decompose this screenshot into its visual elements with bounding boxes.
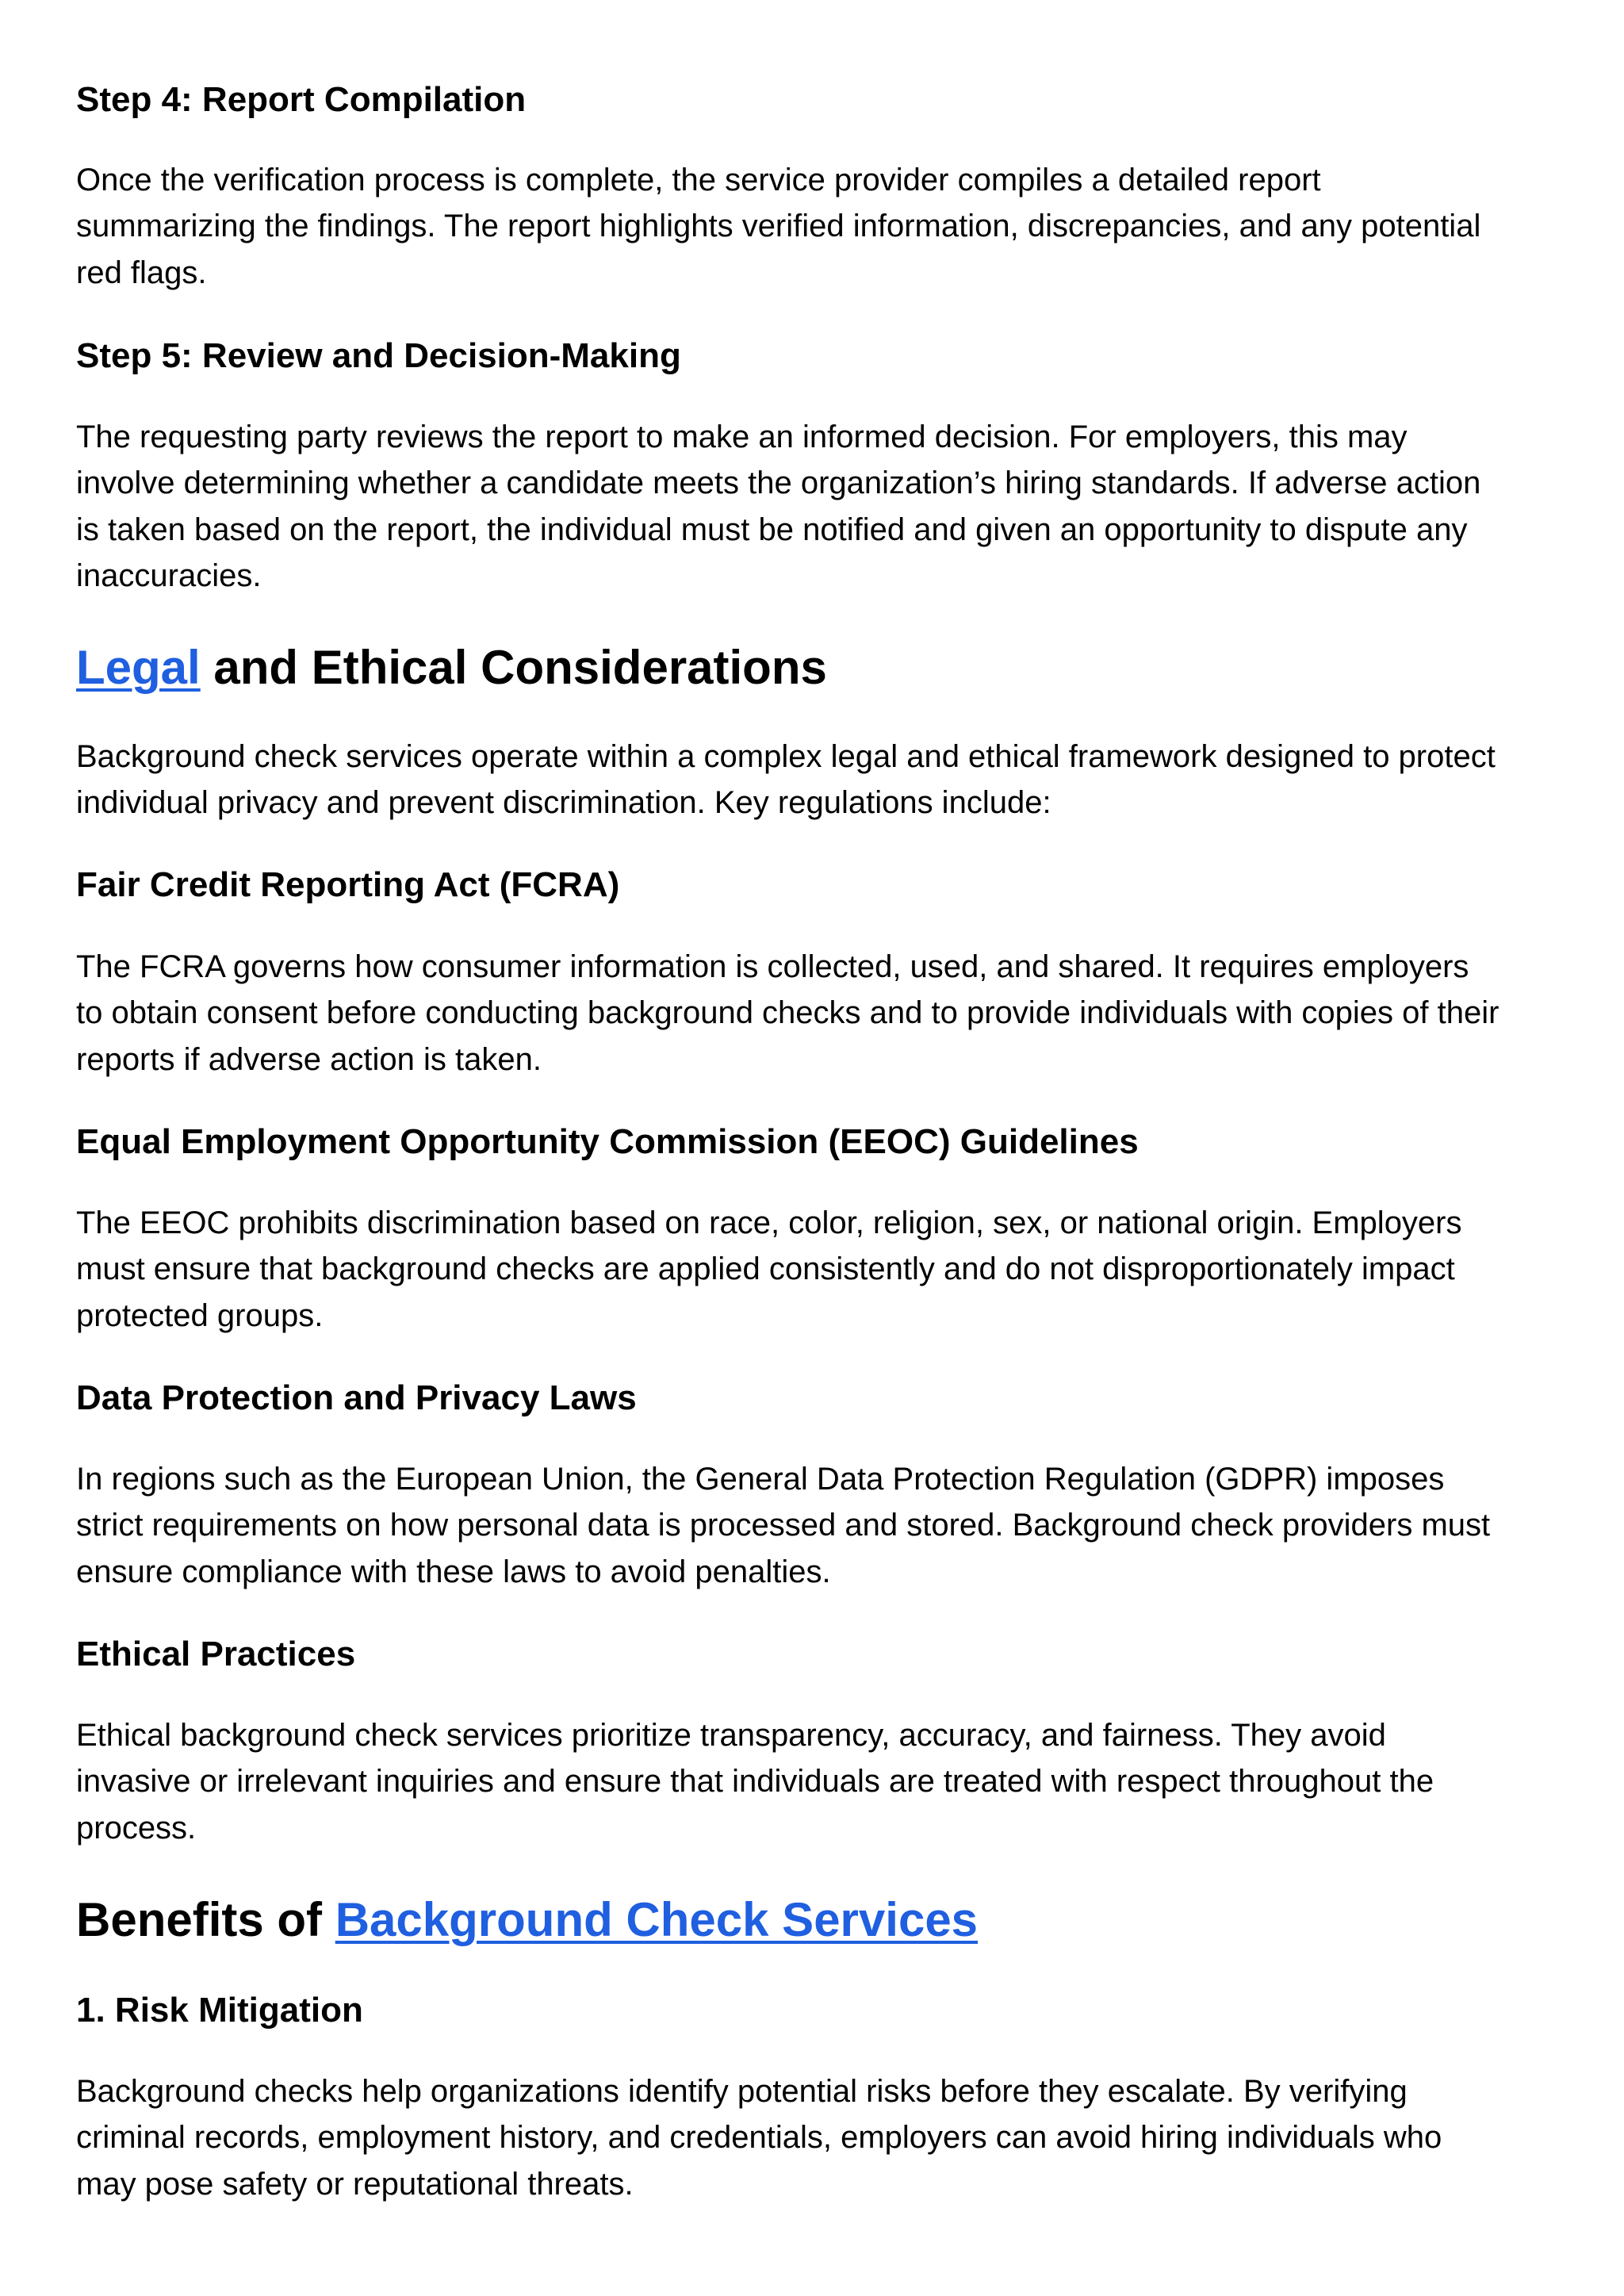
- step5-paragraph: [76, 414, 1567, 599]
- text-line: criminal records, employment history, and credentials, employers can avoid hiring individuals who: [76, 2120, 1442, 2156]
- text-line: inaccuracies.: [76, 558, 262, 593]
- step5-heading: Step 5: Review and Decision-Making: [76, 336, 681, 375]
- risk-heading: 1. Risk Mitigation: [76, 1991, 363, 2030]
- text-line: strict requirements on how personal data is processed and stored. Background check providers must: [76, 1508, 1491, 1543]
- text-line: to obtain consent before conducting background checks and to provide individuals with copies of their: [76, 995, 1500, 1031]
- fcra-paragraph: [76, 944, 1567, 1083]
- text-line: ensure compliance with these laws to avoid penalties.: [76, 1554, 831, 1589]
- benefits-heading-text: Benefits of: [76, 1893, 335, 1946]
- legal-section-heading: [76, 639, 827, 696]
- text-line: summarizing the findings. The report highlights verified information, discrepancies, and any potential: [76, 209, 1481, 244]
- text-line: must ensure that background checks are applied consistently and do not disproportionately impact: [76, 1251, 1455, 1287]
- text-line: involve determining whether a candidate meets the organization’s hiring standards. If adverse action: [76, 466, 1481, 501]
- text-line: reports if adverse action is taken.: [76, 1041, 542, 1077]
- text-line: invasive or irrelevant inquiries and ensure that individuals are treated with respect throughout the: [76, 1764, 1434, 1800]
- text-line: Background check services operate within a complex legal and ethical framework designed to protect: [76, 739, 1496, 774]
- text-line: is taken based on the report, the individual must be notified and given an opportunity to dispute any: [76, 512, 1468, 547]
- eeoc-paragraph: [76, 1200, 1567, 1339]
- legal-intro-paragraph: [76, 734, 1567, 826]
- text-line: process.: [76, 1810, 197, 1846]
- fcra-heading: Fair Credit Reporting Act (FCRA): [76, 865, 620, 904]
- ethics-heading: Ethical Practices: [76, 1635, 356, 1673]
- text-line: The requesting party reviews the report to make an informed decision. For employers, this may: [76, 420, 1408, 454]
- text-line: Once the verification process is complete, the service provider compiles a detailed report: [76, 163, 1321, 197]
- text-line: protected groups.: [76, 1297, 324, 1333]
- privacy-paragraph: [76, 1456, 1567, 1595]
- step4-heading: Step 4: Report Compilation: [76, 80, 527, 119]
- text-line: In regions such as the European Union, the General Data Protection Regulation (GDPR) imposes: [76, 1462, 1445, 1497]
- ethics-paragraph: [76, 1712, 1567, 1851]
- text-line: Ethical background check services prioritize transparency, accuracy, and fairness. They avoid: [76, 1718, 1386, 1753]
- background-check-services-link[interactable]: Background Check Services: [335, 1893, 979, 1946]
- text-line: may pose safety or reputational threats.: [76, 2166, 634, 2202]
- step4-paragraph: [76, 157, 1567, 296]
- legal-link[interactable]: Legal: [76, 641, 201, 694]
- privacy-heading: Data Protection and Privacy Laws: [76, 1378, 637, 1417]
- legal-heading-text: and Ethical Considerations: [200, 641, 827, 694]
- benefits-section-heading: [76, 1892, 978, 1949]
- text-line: The FCRA governs how consumer information is collected, used, and shared. It requires employers: [76, 949, 1469, 984]
- text-line: The EEOC prohibits discrimination based on race, color, religion, sex, or national origin. Employers: [76, 1205, 1462, 1240]
- text-line: red flags.: [76, 255, 207, 290]
- text-line: Background checks help organizations identify potential risks before they escalate. By verifying: [76, 2074, 1408, 2109]
- risk-paragraph: [76, 2068, 1567, 2207]
- eeoc-heading: Equal Employment Opportunity Commission (EEOC) Guidelines: [76, 1122, 1139, 1161]
- text-line: individual privacy and prevent discrimination. Key regulations include:: [76, 785, 1051, 821]
